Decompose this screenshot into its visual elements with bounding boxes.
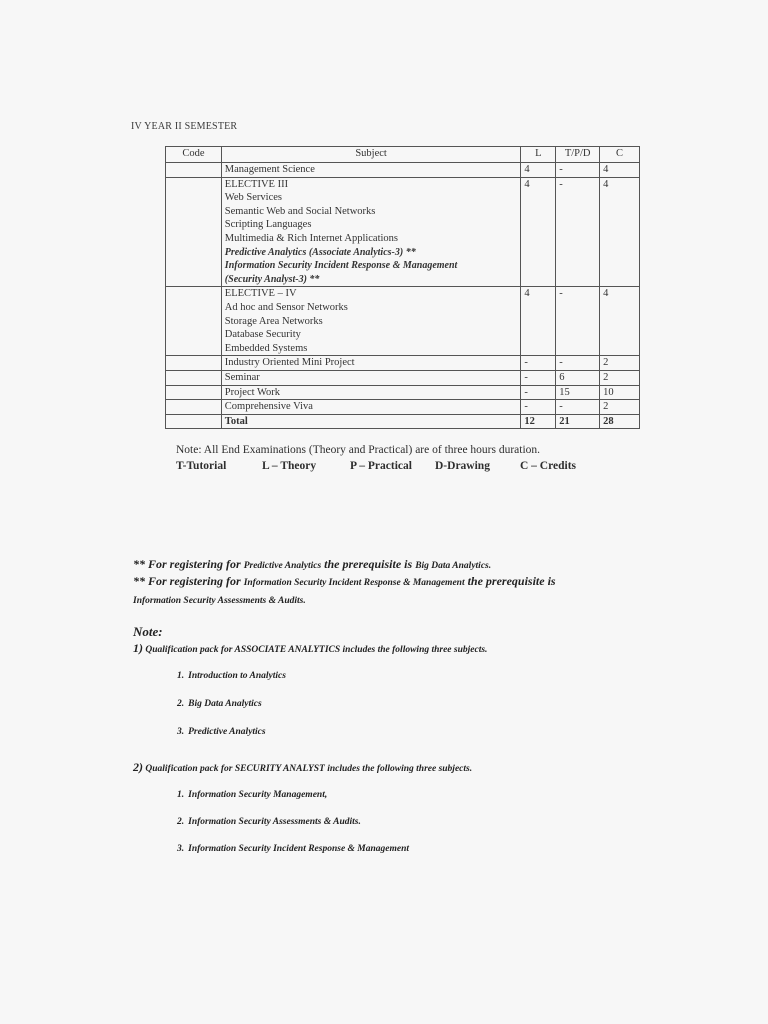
subject-cell [221, 163, 521, 178]
code-cell [166, 414, 222, 429]
tpd-cell: - [556, 400, 600, 415]
c-cell: 2 [600, 370, 640, 385]
prerequisite-line-1 [133, 557, 693, 572]
subject-cell [221, 356, 521, 371]
code-cell [166, 400, 222, 415]
subject-cell [221, 287, 521, 356]
tpd-cell: - [556, 287, 600, 356]
pack-text: Qualification pack for SECURITY ANALYST includes the following three subjects. [145, 764, 473, 774]
table-row [166, 163, 640, 178]
subject-line: Scripting Languages [224, 219, 312, 231]
pack-text: Qualification pack for ASSOCIATE ANALYTICS includes the following three subjects. [145, 645, 488, 655]
prerequisite-line-3 [133, 592, 693, 607]
list-item: 2. Big Data Analytics [177, 699, 262, 709]
table-row [166, 385, 640, 400]
header-tpd: T/P/D [556, 147, 600, 163]
legend-drawing: D-Drawing [435, 460, 490, 472]
pack-number: 2) [133, 760, 143, 774]
l-cell: 4 [521, 163, 556, 178]
subject-line: Embedded Systems [224, 342, 308, 354]
elective-heading: ELECTIVE III [224, 178, 289, 190]
table-row [166, 400, 640, 415]
subject-line: Seminar [224, 371, 260, 383]
l-cell: 4 [521, 177, 556, 287]
total-c: 28 [600, 414, 640, 429]
subject-line: Web Services [224, 192, 282, 204]
subject-cell [221, 177, 521, 287]
subject-line: Semantic Web and Social Networks [224, 205, 376, 217]
c-cell: 4 [600, 177, 640, 287]
note-heading: Note: [133, 624, 163, 639]
l-cell: - [521, 356, 556, 371]
subject-line: Project Work [224, 386, 281, 398]
prereq-requirement: Information Security Assessments & Audits. [133, 596, 306, 606]
c-cell: 4 [600, 163, 640, 178]
total-l: 12 [521, 414, 556, 429]
legend-credits: C – Credits [520, 460, 577, 472]
code-cell [166, 385, 222, 400]
prereq-subject: Information Security Incident Response & Management [243, 578, 465, 588]
tpd-cell: 15 [556, 385, 600, 400]
table-row [166, 356, 640, 371]
list-item: 1. Introduction to Analytics [177, 671, 286, 681]
qualification-pack-2 [133, 760, 472, 775]
tpd-cell: 6 [556, 370, 600, 385]
subject-cell [221, 370, 521, 385]
subject-line: Multimedia & Rich Internet Applications [224, 232, 399, 244]
legend-theory: L – Theory [262, 460, 317, 472]
l-cell: - [521, 385, 556, 400]
elective-heading: ELECTIVE – IV [224, 288, 297, 300]
list-item: 3. Information Security Incident Response & Management [177, 844, 410, 854]
tpd-cell: - [556, 163, 600, 178]
code-cell [166, 356, 222, 371]
c-cell: 10 [600, 385, 640, 400]
list-item: 1. Information Security Management, [177, 790, 328, 800]
prereq-text: ** For registering for [133, 574, 244, 588]
list-item: 2. Information Security Assessments & Audits. [177, 817, 361, 827]
header-code: Code [166, 147, 222, 163]
prereq-subject: Predictive Analytics [243, 561, 322, 571]
table-row [166, 370, 640, 385]
table-header-row [166, 147, 640, 163]
code-cell [166, 370, 222, 385]
code-cell [166, 177, 222, 287]
tpd-cell: - [556, 356, 600, 371]
table-row [166, 177, 640, 287]
subject-line: Comprehensive Viva [224, 401, 313, 413]
subject-line: Storage Area Networks [224, 315, 323, 327]
subject-line: Industry Oriented Mini Project [224, 357, 355, 369]
l-cell: - [521, 370, 556, 385]
header-subject: Subject [221, 147, 521, 163]
c-cell: 2 [600, 356, 640, 371]
prereq-text: ** For registering for [133, 557, 244, 571]
l-cell: - [521, 400, 556, 415]
subject-line: (Security Analyst-3) ** [224, 273, 320, 285]
c-cell: 2 [600, 400, 640, 415]
total-tpd: 21 [556, 414, 600, 429]
legend-practical: P – Practical [350, 460, 412, 472]
list-item: 3. Predictive Analytics [177, 727, 266, 737]
subject-line: Ad hoc and Sensor Networks [224, 301, 348, 313]
curriculum-table [165, 146, 640, 429]
subject-line: Predictive Analytics (Associate Analytics-3) ** [224, 246, 416, 258]
total-label: Total [221, 414, 521, 429]
code-cell [166, 287, 222, 356]
total-row [166, 414, 640, 429]
subject-line: Management Science [224, 164, 315, 175]
prereq-requirement: Big Data Analytics. [415, 561, 492, 571]
l-cell: 4 [521, 287, 556, 356]
subject-cell [221, 385, 521, 400]
header-l: L [521, 147, 556, 163]
c-cell: 4 [600, 287, 640, 356]
prerequisite-line-2 [133, 574, 693, 589]
pack-number: 1) [133, 641, 143, 655]
subject-line: Database Security [224, 329, 301, 341]
qualification-pack-1 [133, 641, 487, 656]
semester-title: IV YEAR II SEMESTER [131, 121, 238, 132]
tpd-cell: - [556, 177, 600, 287]
exam-duration-note: Note: All End Examinations (Theory and Practical) are of three hours duration. [176, 444, 541, 456]
code-cell [166, 163, 222, 178]
legend-tutorial: T-Tutorial [176, 460, 227, 472]
subject-cell [221, 400, 521, 415]
table-row [166, 287, 640, 356]
prereq-text: the prerequisite is [321, 557, 416, 571]
subject-line: Information Security Incident Response & Management [224, 260, 458, 272]
prereq-text: the prerequisite is [464, 574, 556, 588]
header-c: C [600, 147, 640, 163]
